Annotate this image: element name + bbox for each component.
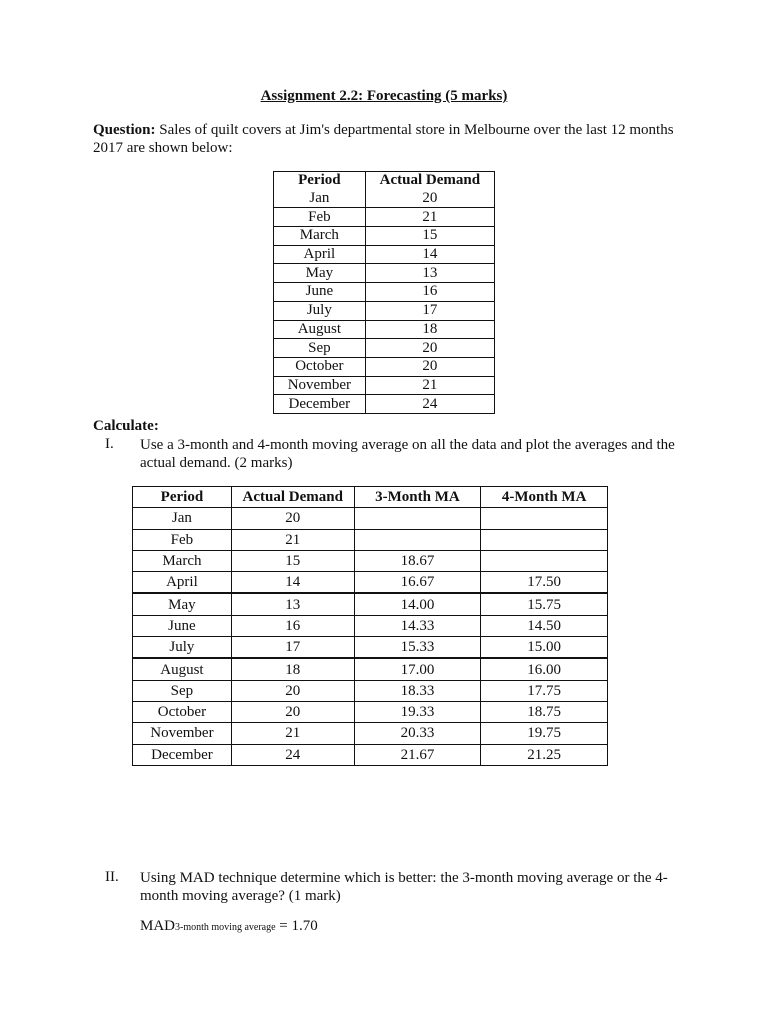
question-text: Sales of quilt covers at Jim's departmental store in Melbourne over the last 12 months 2017 are shown below:	[93, 122, 674, 156]
table-row	[274, 395, 495, 414]
item-text: Use a 3-month and 4-month moving average on all the data and plot the averages and the actual demand. (2 marks)	[140, 437, 675, 471]
table-row	[133, 680, 608, 701]
table-cell: 21	[231, 529, 354, 550]
table-row	[133, 529, 608, 550]
column-header: Period	[274, 172, 366, 190]
table-cell: 18	[231, 658, 354, 680]
table-row	[133, 508, 608, 529]
column-header: Actual Demand	[365, 172, 494, 190]
table-cell: 13	[231, 593, 354, 615]
table-cell: 16.00	[481, 658, 608, 680]
table-cell: April	[274, 245, 366, 264]
table-row	[274, 264, 495, 283]
mad-subscript: 3-month moving average	[175, 922, 276, 933]
table-cell: 20	[365, 339, 494, 358]
item-number: I.	[105, 436, 114, 452]
table-cell: 17.50	[481, 572, 608, 594]
table-cell: August	[133, 658, 232, 680]
table-cell: 20	[231, 508, 354, 529]
table-cell: May	[133, 593, 232, 615]
table-cell: Feb	[133, 529, 232, 550]
table-row	[274, 301, 495, 320]
table-cell: 21	[365, 208, 494, 227]
table-row	[274, 339, 495, 358]
table-cell: 18.67	[354, 550, 481, 571]
table-cell: June	[274, 283, 366, 302]
table-row	[274, 357, 495, 376]
actual-demand-table	[273, 171, 495, 414]
table-cell	[354, 508, 481, 529]
column-header: Actual Demand	[231, 487, 354, 508]
table-cell: 15	[231, 550, 354, 571]
table-cell: 17.75	[481, 680, 608, 701]
table-row	[274, 245, 495, 264]
table-cell: 21.67	[354, 744, 481, 765]
table-cell: 18	[365, 320, 494, 339]
table-cell: March	[274, 227, 366, 246]
question-label: Question:	[93, 122, 156, 138]
table-cell: 16	[231, 615, 354, 636]
table-row	[133, 550, 608, 571]
table-cell: June	[133, 615, 232, 636]
calculate-label: Calculate:	[93, 418, 159, 434]
table-cell: December	[133, 744, 232, 765]
table-cell: 20	[231, 701, 354, 722]
column-header: Period	[133, 487, 232, 508]
table-cell: October	[133, 701, 232, 722]
table-cell: Feb	[274, 208, 366, 227]
table-cell: 20	[231, 680, 354, 701]
table-cell: December	[274, 395, 366, 414]
table-cell: 21	[231, 723, 354, 744]
table-cell: 19.75	[481, 723, 608, 744]
table-cell: November	[133, 723, 232, 744]
table-cell: 13	[365, 264, 494, 283]
table-row	[133, 701, 608, 722]
question-paragraph	[93, 121, 683, 157]
table-cell	[354, 529, 481, 550]
table-cell: 15	[365, 227, 494, 246]
table-row	[133, 615, 608, 636]
table-cell: 17	[365, 301, 494, 320]
table-cell: July	[133, 637, 232, 659]
table-cell: 14.00	[354, 593, 481, 615]
mad-prefix: MAD	[140, 918, 176, 934]
table-row	[274, 320, 495, 339]
table-row	[274, 376, 495, 395]
table-cell: 17	[231, 637, 354, 659]
table-row	[274, 283, 495, 302]
table-cell	[481, 529, 608, 550]
table-cell: 15.33	[354, 637, 481, 659]
table-cell: 15.75	[481, 593, 608, 615]
table-cell: 14.33	[354, 615, 481, 636]
table-cell: 14	[231, 572, 354, 594]
table-cell: 16.67	[354, 572, 481, 594]
item-number: II.	[105, 869, 119, 885]
table-cell: 21	[365, 376, 494, 395]
table-cell: 24	[231, 744, 354, 765]
table-cell: Sep	[133, 680, 232, 701]
table-row	[133, 723, 608, 744]
column-header: 4-Month MA	[481, 487, 608, 508]
table-cell: 15.00	[481, 637, 608, 659]
table-cell: October	[274, 357, 366, 376]
table-cell: Jan	[274, 190, 366, 208]
table-cell: 21.25	[481, 744, 608, 765]
assignment-title: Assignment 2.2: Forecasting (5 marks)	[260, 88, 508, 104]
table-row	[274, 227, 495, 246]
item-text: Using MAD technique determine which is better: the 3-month moving average or the 4-month moving average? (1 mark)	[140, 870, 668, 904]
table-cell: 24	[365, 395, 494, 414]
table-cell: 18.75	[481, 701, 608, 722]
table-row	[133, 637, 608, 659]
table-cell: Jan	[133, 508, 232, 529]
table-row	[133, 744, 608, 765]
column-header: 3-Month MA	[354, 487, 481, 508]
table-cell: Sep	[274, 339, 366, 358]
table-row	[133, 658, 608, 680]
table-row	[274, 190, 495, 208]
table-cell: July	[274, 301, 366, 320]
table-cell: 19.33	[354, 701, 481, 722]
table-row	[274, 208, 495, 227]
table-cell	[481, 508, 608, 529]
table-cell: 16	[365, 283, 494, 302]
table-row	[133, 593, 608, 615]
table-cell: 20	[365, 357, 494, 376]
moving-average-table	[132, 486, 608, 766]
table-cell: 20.33	[354, 723, 481, 744]
table-cell: 20	[365, 190, 494, 208]
table-cell: April	[133, 572, 232, 594]
mad-result	[140, 918, 318, 935]
table-cell	[481, 550, 608, 571]
table-cell: 18.33	[354, 680, 481, 701]
table-cell: March	[133, 550, 232, 571]
mad-value: = 1.70	[275, 918, 318, 934]
table-cell: 17.00	[354, 658, 481, 680]
table-cell: August	[274, 320, 366, 339]
table-cell: 14.50	[481, 615, 608, 636]
table-row	[133, 572, 608, 594]
table-cell: May	[274, 264, 366, 283]
table-cell: 14	[365, 245, 494, 264]
table-cell: November	[274, 376, 366, 395]
